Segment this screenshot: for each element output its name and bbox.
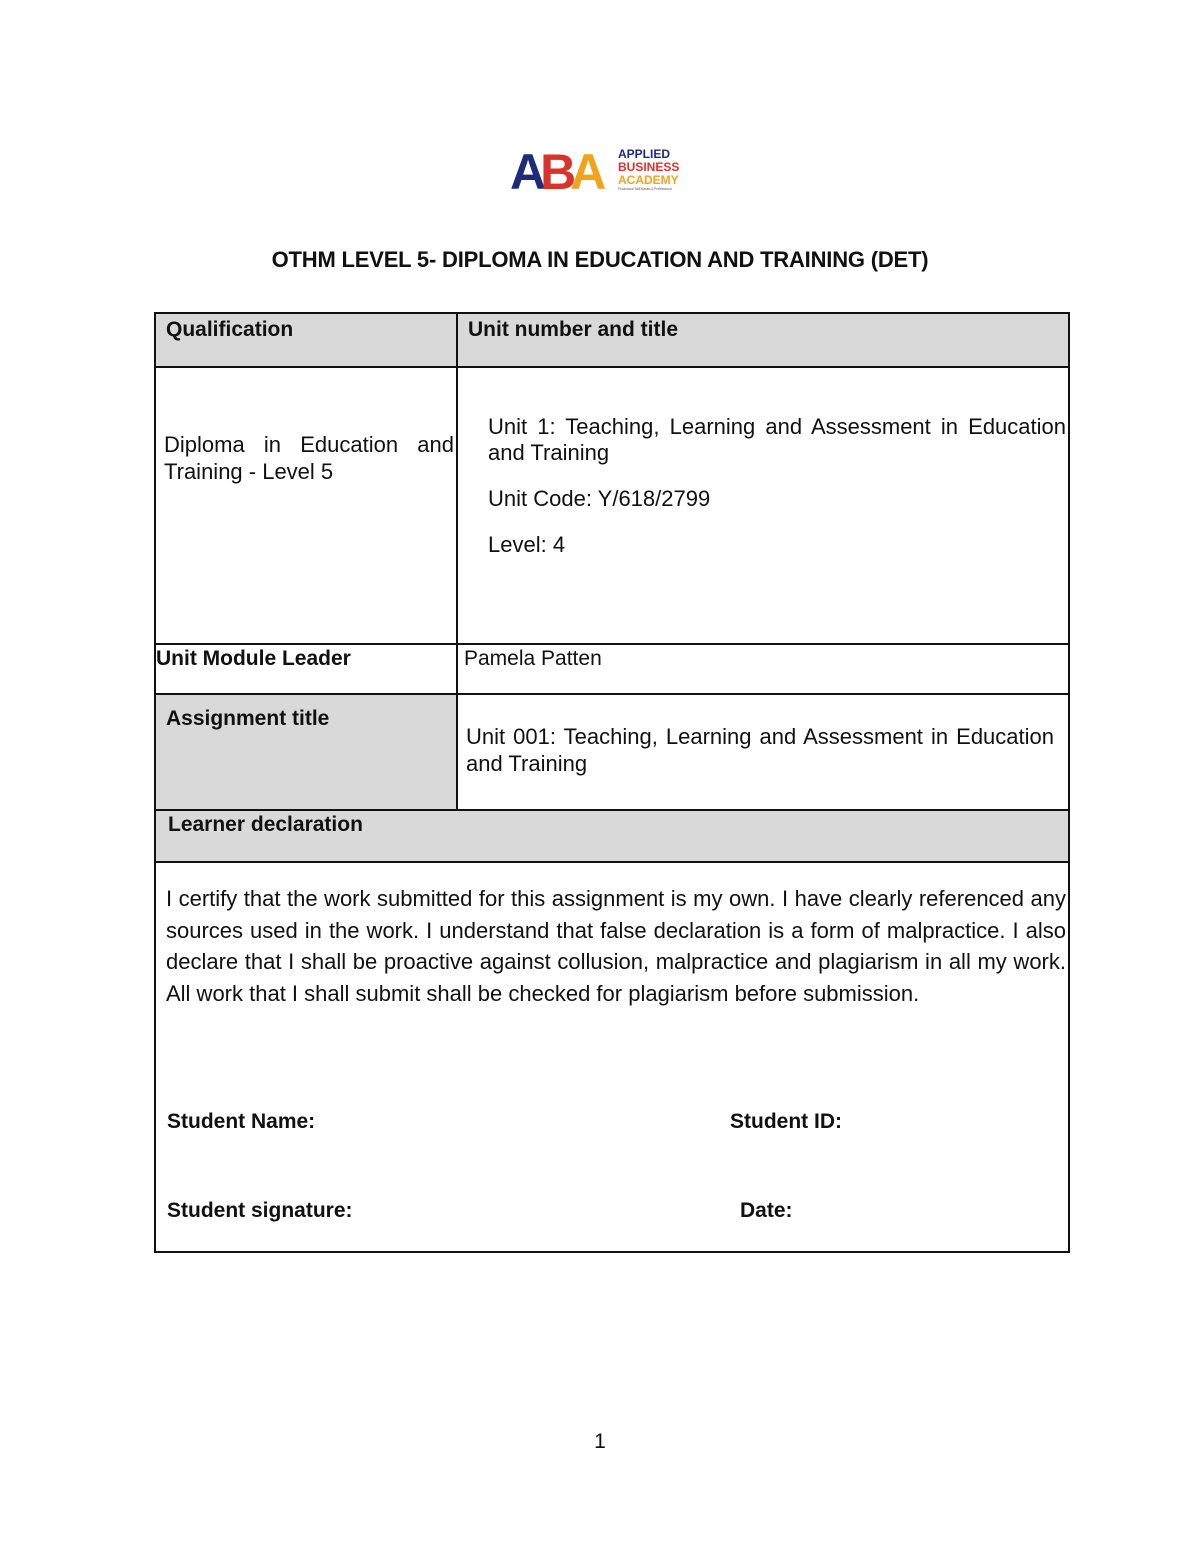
document-title: OTHM LEVEL 5- DIPLOMA IN EDUCATION AND TRAINING (DET) (271, 247, 929, 272)
logo-line-academy: ACADEMY (618, 173, 679, 187)
table-row (155, 810, 1069, 862)
declaration-text: I certify that the work submitted for this assignment is my own. I have clearly referenced any sources used in the work. I understand that false declaration is a form of malpractice. I also declare that I shall be proactive against collusion, malpractice and plagiarism in all my work. All work that I shall submit shall be checked for plagiarism before submission. (166, 886, 1066, 1006)
unit-details (457, 367, 1069, 644)
learner-declaration-header: Learner declaration (155, 810, 1069, 862)
student-id-label: Student ID: (730, 1110, 842, 1133)
qualification-value: Diploma in Education and Training - Level 5 (155, 367, 457, 644)
qualification-header: Qualification (155, 313, 457, 367)
table-row (155, 694, 1069, 810)
logo-tagline: Provisional Skill Based & Professional (618, 187, 672, 191)
unit-header: Unit number and title (457, 313, 1069, 367)
unit-level: Level: 4 (488, 532, 566, 557)
logo-letters: ABA (510, 145, 601, 195)
page-number: 1 (594, 1430, 606, 1453)
logo-line-applied: APPLIED (618, 147, 671, 161)
table-row (155, 644, 1069, 694)
date-label: Date: (740, 1199, 793, 1222)
logo-line-business: BUSINESS (618, 160, 680, 174)
student-name-label: Student Name: (167, 1110, 316, 1133)
table-row (155, 313, 1069, 367)
unit-code: Unit Code: Y/618/2799 (488, 486, 711, 511)
table-row (155, 367, 1069, 644)
assignment-title-label: Assignment title (155, 694, 457, 810)
aba-logo (508, 145, 698, 195)
module-leader-value: Pamela Patten (457, 644, 1069, 694)
module-leader-label: Unit Module Leader (155, 644, 457, 694)
learner-declaration-body (155, 862, 1069, 1252)
unit-title: Unit 1: Teaching, Learning and Assessment in Education and Training (488, 414, 1066, 465)
table-row (155, 862, 1069, 1252)
assignment-title-value: Unit 001: Teaching, Learning and Assessment in Education and Training (457, 694, 1069, 810)
student-signature-label: Student signature: (167, 1199, 353, 1222)
assignment-cover-table (154, 312, 1070, 1253)
